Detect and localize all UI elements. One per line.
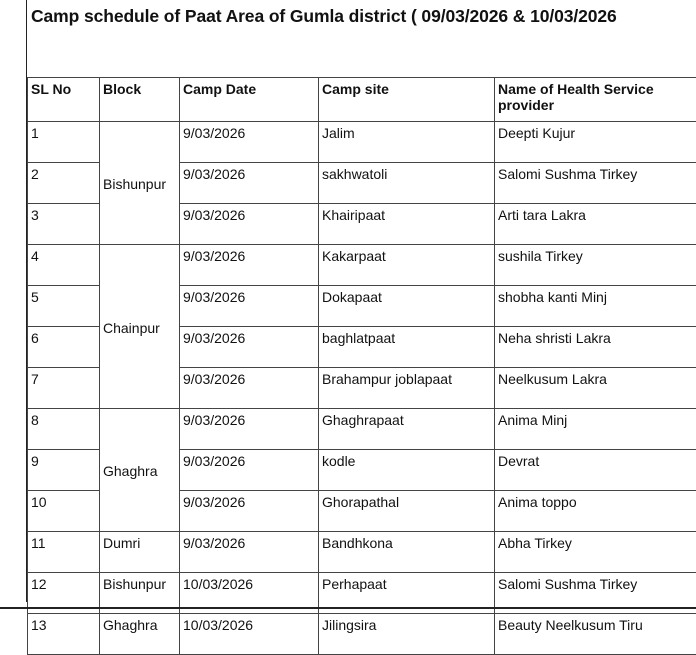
cell-provider: shobha kanti Minj xyxy=(495,286,696,327)
cell-date: 9/03/2026 xyxy=(180,327,319,368)
cell-sl: 4 xyxy=(28,245,100,286)
cell-date: 9/03/2026 xyxy=(180,286,319,327)
cell-date: 9/03/2026 xyxy=(180,532,319,573)
cell-site: Ghaghrapaat xyxy=(319,409,495,450)
cell-sl: 6 xyxy=(28,327,100,368)
cell-site: Dokapaat xyxy=(319,286,495,327)
table-row xyxy=(28,532,696,573)
cell-site: Kakarpaat xyxy=(319,245,495,286)
cell-provider: Abha Tirkey xyxy=(495,532,696,573)
cell-site: Khairipaat xyxy=(319,204,495,245)
cell-site: Brahampur joblapaat xyxy=(319,368,495,409)
header-block: Block xyxy=(100,78,180,122)
cell-date: 9/03/2026 xyxy=(180,368,319,409)
cell-block-chainpur: Chainpur xyxy=(100,245,180,409)
cell-date: 9/03/2026 xyxy=(180,163,319,204)
cell-provider: Salomi Sushma Tirkey xyxy=(495,573,696,614)
table-header-row xyxy=(28,78,696,122)
header-camp-date: Camp Date xyxy=(180,78,319,122)
cell-sl: 3 xyxy=(28,204,100,245)
cell-provider: Beauty Neelkusum Tiru xyxy=(495,614,696,655)
cell-site: baghlatpaat xyxy=(319,327,495,368)
schedule-sheet xyxy=(26,0,696,602)
cell-date: 9/03/2026 xyxy=(180,409,319,450)
cell-sl: 13 xyxy=(28,614,100,655)
cell-sl: 9 xyxy=(28,450,100,491)
cell-sl: 7 xyxy=(28,368,100,409)
page-bottom-rule xyxy=(0,607,696,609)
cell-block-ghaghra-single: Ghaghra xyxy=(100,614,180,655)
cell-provider: Neha shristi Lakra xyxy=(495,327,696,368)
cell-site: kodle xyxy=(319,450,495,491)
cell-sl: 1 xyxy=(28,122,100,163)
header-provider: Name of Health Service provider xyxy=(495,78,696,122)
cell-provider: sushila Tirkey xyxy=(495,245,696,286)
cell-sl: 8 xyxy=(28,409,100,450)
cell-date: 10/03/2026 xyxy=(180,573,319,614)
cell-sl: 10 xyxy=(28,491,100,532)
cell-site: Bandhkona xyxy=(319,532,495,573)
cell-date: 9/03/2026 xyxy=(180,450,319,491)
cell-site: Perhapaat xyxy=(319,573,495,614)
table-row xyxy=(28,245,696,286)
cell-block-dumri: Dumri xyxy=(100,532,180,573)
cell-sl: 11 xyxy=(28,532,100,573)
cell-provider: Neelkusum Lakra xyxy=(495,368,696,409)
camp-schedule-table xyxy=(27,77,696,655)
cell-site: sakhwatoli xyxy=(319,163,495,204)
cell-date: 9/03/2026 xyxy=(180,122,319,163)
cell-provider: Anima Minj xyxy=(495,409,696,450)
cell-site: Jalim xyxy=(319,122,495,163)
cell-provider: Anima toppo xyxy=(495,491,696,532)
header-camp-site: Camp site xyxy=(319,78,495,122)
cell-block-bishunpur-single: Bishunpur xyxy=(100,573,180,614)
cell-date: 10/03/2026 xyxy=(180,614,319,655)
cell-site: Jilingsira xyxy=(319,614,495,655)
cell-provider: Deepti Kujur xyxy=(495,122,696,163)
cell-sl: 5 xyxy=(28,286,100,327)
cell-date: 9/03/2026 xyxy=(180,204,319,245)
document-title: Camp schedule of Paat Area of Gumla district ( 09/03/2026 & 10/03/2026 xyxy=(31,6,617,27)
cell-date: 9/03/2026 xyxy=(180,245,319,286)
cell-block-bishunpur: Bishunpur xyxy=(100,122,180,245)
cell-sl: 12 xyxy=(28,573,100,614)
cell-provider: Salomi Sushma Tirkey xyxy=(495,163,696,204)
header-sl-no: SL No xyxy=(28,78,100,122)
table-row xyxy=(28,409,696,450)
cell-site: Ghorapathal xyxy=(319,491,495,532)
cell-block-ghaghra: Ghaghra xyxy=(100,409,180,532)
cell-provider: Arti tara Lakra xyxy=(495,204,696,245)
table-row xyxy=(28,614,696,655)
cell-provider: Devrat xyxy=(495,450,696,491)
table-row xyxy=(28,122,696,163)
cell-sl: 2 xyxy=(28,163,100,204)
cell-date: 9/03/2026 xyxy=(180,491,319,532)
